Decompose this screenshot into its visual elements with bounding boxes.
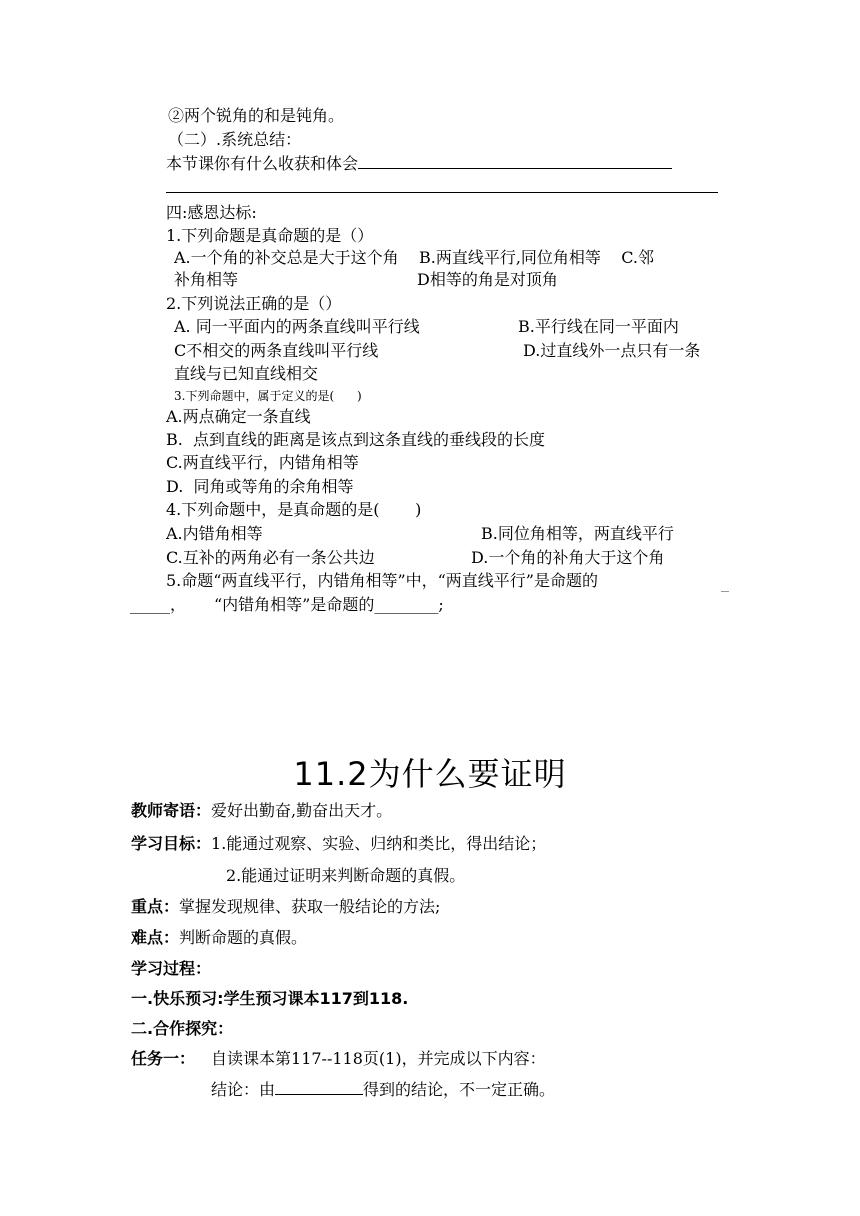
summary-prompt bbox=[166, 154, 672, 174]
q2-stem: 2.下列说法正确的是（） bbox=[166, 294, 342, 313]
goal-2: 2.能通过证明来判断命题的真假。 bbox=[226, 866, 466, 885]
goal-1: 1.能通过观察、实验、归纳和类比，得出结论； bbox=[211, 834, 547, 853]
process-label: 学习过程： bbox=[131, 959, 212, 978]
q4-option-a: A.内错角相等 bbox=[166, 524, 263, 543]
q2-option-c: C不相交的两条直线叫平行线 bbox=[174, 341, 379, 360]
q4-stem: 4.下列命题中，是真命题的是( ) bbox=[166, 500, 422, 519]
conclusion-prefix: 结论：由 bbox=[211, 1080, 276, 1099]
summary-answer-blank[interactable] bbox=[358, 154, 672, 169]
q3-option-b: B. 点到直线的距离是该点到这条直线的垂线段的长度 bbox=[166, 430, 546, 449]
q2-option-a: A. 同一平面内的两条直线叫平行线 bbox=[174, 317, 420, 336]
goals-label: 学习目标： bbox=[131, 834, 212, 853]
q1-option-c-cont: 补角相等 bbox=[174, 270, 239, 289]
step-2: 二.合作探究： bbox=[131, 1019, 234, 1038]
difficulty bbox=[131, 928, 307, 948]
step-1: 一.快乐预习:学生预习课本117到118. bbox=[131, 989, 409, 1008]
q2-option-b: B.平行线在同一平面内 bbox=[518, 317, 679, 336]
motto-label: 教师寄语： bbox=[131, 801, 212, 820]
conclusion-blank[interactable] bbox=[275, 1080, 363, 1095]
key-point bbox=[131, 897, 440, 917]
q4-option-c: C.互补的两角必有一条公共边 bbox=[166, 548, 375, 567]
q1-options-line1: A.一个角的补交总是大于这个角 B.两直线平行,同位角相等 C.邻 bbox=[174, 248, 655, 267]
key-text: 掌握发现规律、获取一般结论的方法; bbox=[179, 897, 441, 916]
task-1 bbox=[131, 1049, 546, 1069]
exercises-heading: 四:感恩达标: bbox=[166, 203, 257, 222]
teacher-motto bbox=[131, 801, 392, 821]
q5-line1: 5.命题“两直线平行，内错角相等”中，“两直线平行”是命题的 bbox=[166, 571, 598, 590]
page-marker bbox=[721, 591, 729, 592]
q4-option-b: B.同位角相等，两直线平行 bbox=[481, 524, 674, 543]
summary-heading: （二）.系统总结： bbox=[168, 130, 302, 149]
difficulty-label: 难点： bbox=[131, 928, 180, 947]
q1-stem: 1.下列命题是真命题的是（） bbox=[166, 226, 374, 245]
q2-option-d-cont: 直线与已知直线相交 bbox=[174, 364, 319, 383]
conclusion-suffix: 得到的结论，不一定正确。 bbox=[363, 1080, 556, 1099]
motto-text: 爱好出勤奋,勤奋出天才。 bbox=[211, 801, 393, 820]
review-item-2: ②两个锐角的和是钝角。 bbox=[168, 106, 345, 125]
difficulty-text: 判断命题的真假。 bbox=[179, 928, 308, 947]
summary-answer-line[interactable] bbox=[166, 192, 718, 193]
learning-goals bbox=[131, 834, 546, 854]
summary-prompt-text: 本节课你有什么收获和体会 bbox=[166, 154, 359, 173]
q5-line2: “内错角相等”是命题的________; bbox=[214, 595, 444, 614]
q3-option-c: C.两直线平行，内错角相等 bbox=[166, 453, 359, 472]
q3-option-d: D. 同角或等角的余角相等 bbox=[166, 477, 354, 496]
q1-option-d: D相等的角是对顶角 bbox=[417, 270, 558, 289]
key-label: 重点： bbox=[131, 897, 180, 916]
q3-stem: 3.下列命题中，属于定义的是( ) bbox=[174, 389, 362, 403]
q2-option-d: D.过直线外一点只有一条 bbox=[523, 341, 701, 360]
page-title: 11.2为什么要证明 bbox=[293, 755, 567, 793]
conclusion-line bbox=[211, 1080, 555, 1100]
q3-option-a: A.两点确定一条直线 bbox=[166, 407, 311, 426]
q4-option-d: D.一个角的补角大于这个角 bbox=[471, 548, 665, 567]
q5-blank1[interactable]: _____， bbox=[130, 595, 187, 614]
task1-label: 任务一： bbox=[131, 1049, 196, 1068]
task1-text: 自读课本第117--118页(1)，并完成以下内容： bbox=[211, 1049, 546, 1068]
